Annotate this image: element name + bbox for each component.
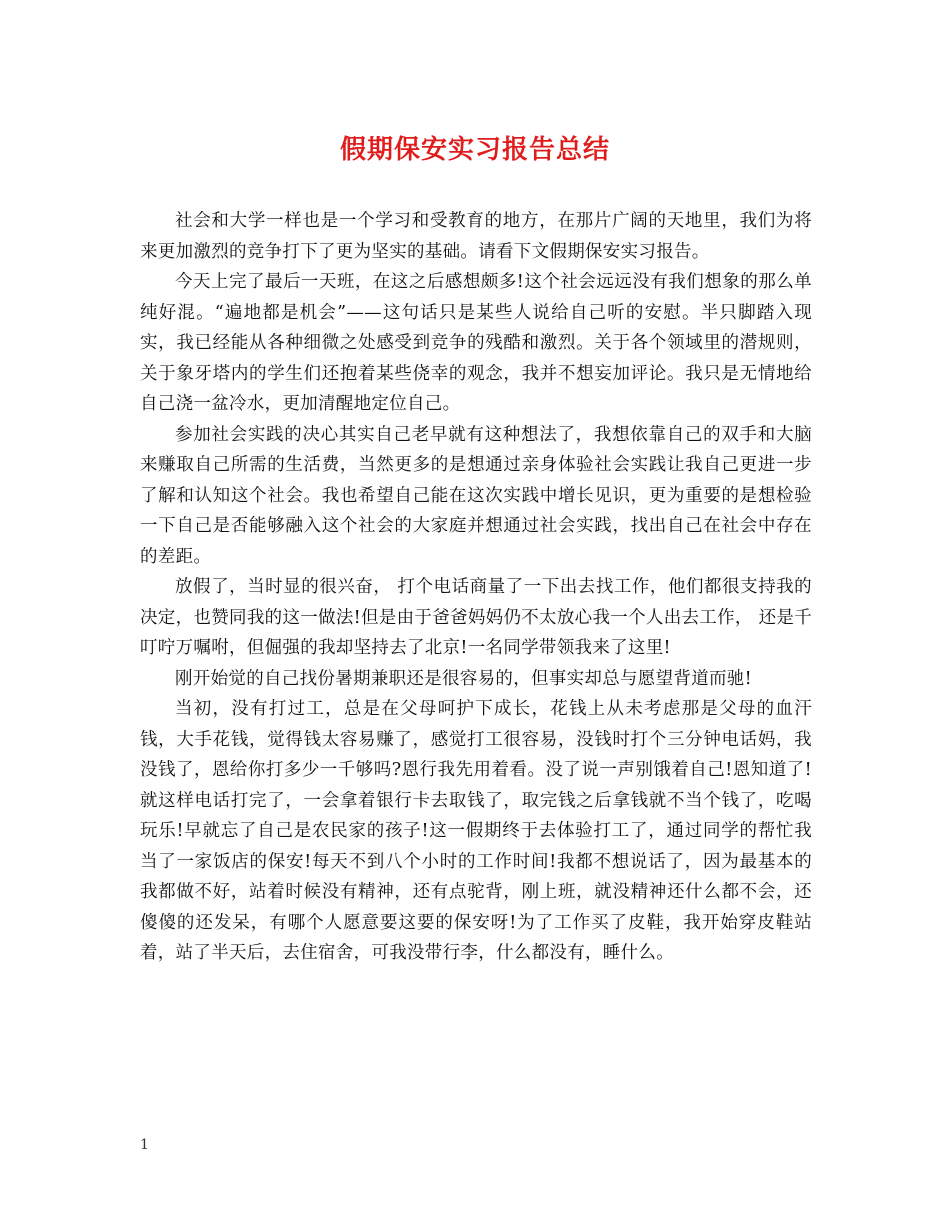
paragraph: 社会和大学一样也是一个学习和受教育的地方，在那片广阔的天地里，我们为将来更加激烈的竞争打下了更为坚实的基础。请看下文假期保安实习报告。 bbox=[140, 211, 812, 262]
paragraph: 刚开始觉的自己找份暑期兼职还是很容易的，但事实却总与愿望背道而驰! bbox=[175, 668, 752, 689]
page-number: 1 bbox=[140, 1137, 149, 1153]
paragraph: 当初，没有打过工，总是在父母呵护下成长，花钱上从未考虑那是父母的血汗钱，大手花钱，觉得钱太容易赚了，感觉打工很容易，没钱时打个三分钟电话妈，我没钱了，恩给你打多少一千够吗?恩行我先用着看。没了说一声别饿着自己!恩知道了!就这样电话打完了，一会拿着银行卡去取钱了，取完钱之后拿钱就不当个钱了，吃喝玩乐!早就忘了自己是农民家的孩子!这一假期终于去体验打工了，通过同学的帮忙我当了一家饭店的保安!每天不到八个小时的工作时间!我都不想说话了，因为最基本的我都做不好，站着时候没有精神，还有点驼背，刚上班，就没精神还什么都不会，还傻傻的还发呆，有哪个人愿意要这要的保安呀!为了工作买了皮鞋，我开始穿皮鞋站着，站了半天后，去住宿舍，可我没带行李，什么都没有，睡什么。 bbox=[140, 699, 812, 963]
paragraph: 今天上完了最后一天班，在这之后感想颇多!这个社会远远没有我们想象的那么单纯好混。“遍地都是机会”——这句话只是某些人说给自己听的安慰。半只脚踏入现实，我已经能从各种细微之处感受到竞争的残酷和激烈。关于各个领域里的潜规则，关于象牙塔内的学生们还抱着某些侥幸的观念，我并不想妄加评论。我只是无情地给自己浇一盆冷水，更加清醒地定位自己。 bbox=[140, 272, 812, 414]
document-body bbox=[140, 206, 812, 969]
document-title: 假期保安实习报告总结 bbox=[339, 135, 610, 165]
paragraph: 参加社会实践的决心其实自己老早就有这种想法了，我想依靠自己的双手和大脑来赚取自己所需的生活费，当然更多的是想通过亲身体验社会实践让我自己更进一步了解和认知这个社会。我也希望自己能在这次实践中增长见识，更为重要的是想检验一下自己是否能够融入这个社会的大家庭并想通过社会实践，找出自己在社会中存在的差距。 bbox=[140, 424, 812, 567]
paragraph: 放假了，当时显的很兴奋， 打个电话商量了一下出去找工作，他们都很支持我的决定，也赞同我的这一做法!但是由于爸爸妈妈仍不太放心我一个人出去工作， 还是千叮咛万嘱咐，但倔强的我却坚持去了北京!一名同学带领我来了这里! bbox=[140, 577, 812, 658]
